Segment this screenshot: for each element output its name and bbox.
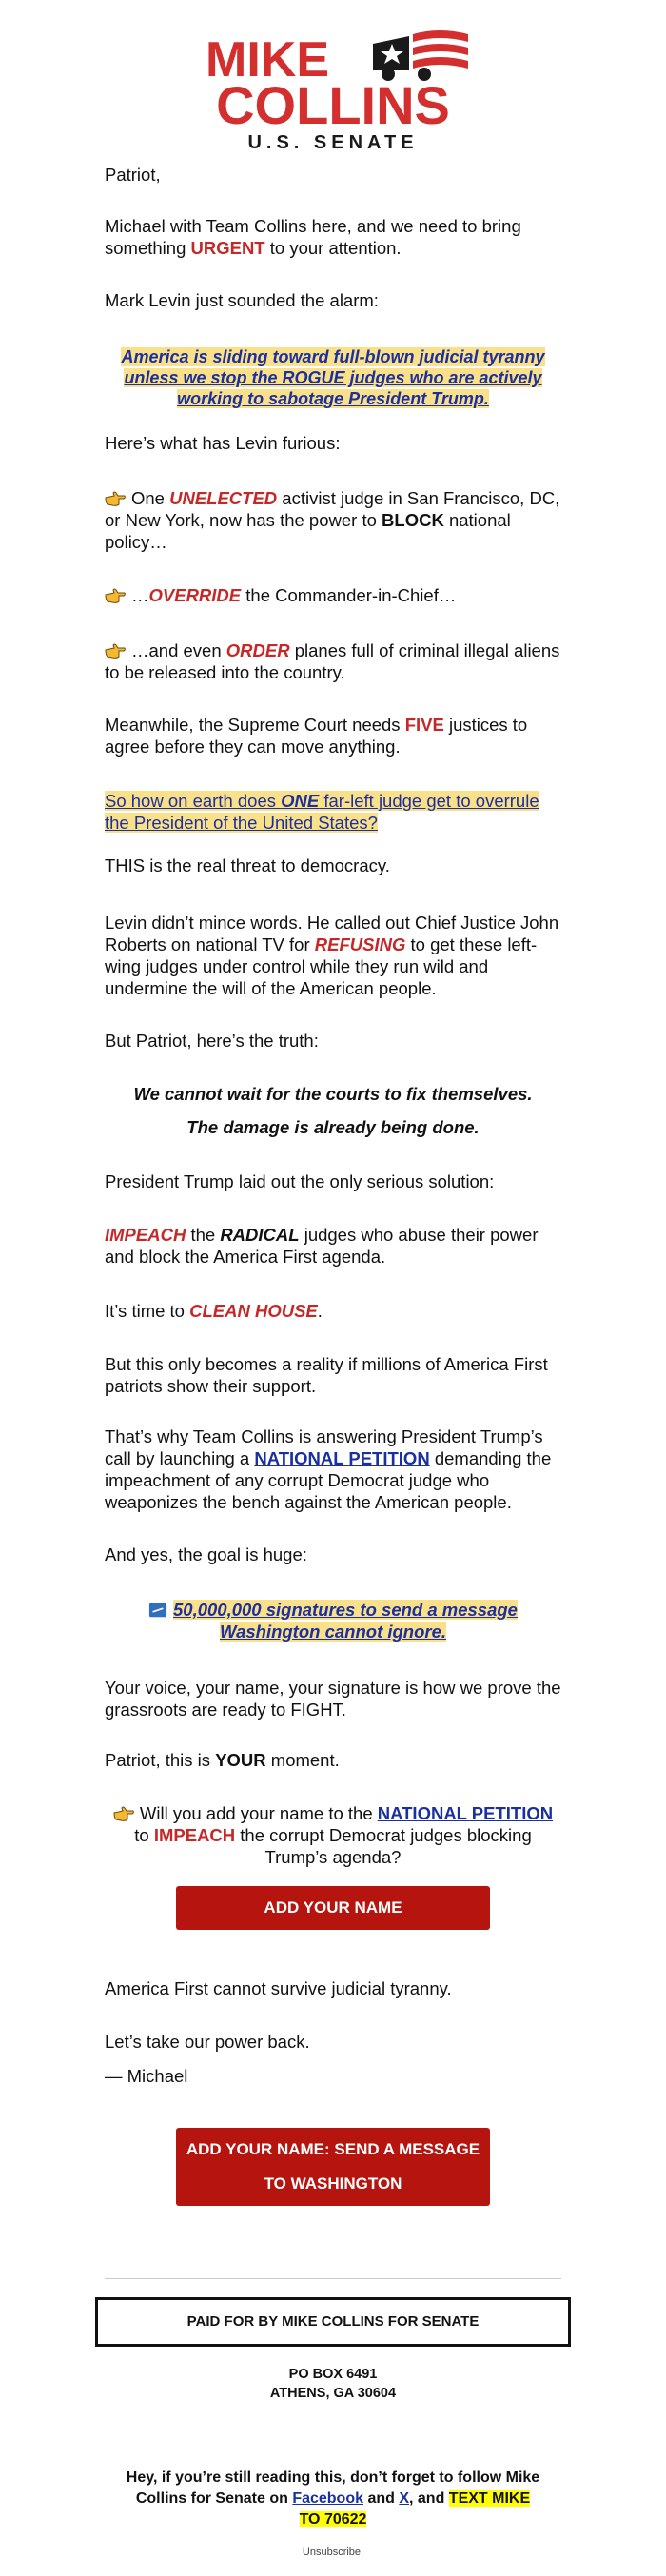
pointing-hand-icon (113, 1805, 134, 1822)
paragraph-clean-house: It’s time to CLEAN HOUSE. (105, 1301, 323, 1321)
national-petition-link[interactable]: NATIONAL PETITION (254, 1448, 430, 1468)
pointing-hand-icon (105, 490, 126, 507)
bold-line-2: The damage is already being done. (186, 1117, 480, 1137)
paragraph-intro: Michael with Team Collins here, and we need to bring something URGENT to your attention. (105, 216, 521, 258)
text-mike-callout: TEXT MIKE TO 70622 (299, 2490, 531, 2527)
ask-petition-link[interactable]: NATIONAL PETITION (377, 1803, 554, 1823)
paragraph-levin: Levin didn’t mince words. He called out Chief Justice John Roberts on national TV for REFUSING to get these left-wing judges under control while they run wild and undermine the will of the American people. (105, 913, 559, 998)
bold-line-1: We cannot wait for the courts to fix themselves. (133, 1084, 533, 1104)
paragraph-power-back: Let’s take our power back. (105, 2032, 310, 2052)
address-line-2: ATHENS, GA 30604 (269, 2386, 397, 2401)
question-link[interactable]: So how on earth does ONE far-left judge get to overrule the President of the United States? (105, 791, 539, 833)
add-your-name-button[interactable]: ADD YOUR NAME (176, 1886, 490, 1930)
greeting: Patriot, (105, 165, 161, 185)
pointing-hand-icon (105, 587, 126, 604)
paragraph-alarm: Mark Levin just sounded the alarm: (105, 290, 379, 310)
bullet-unelected: One UNELECTED activist judge in San Francisco, DC, or New York, now has the power to BLOCK national policy… (105, 488, 560, 552)
paragraph-goal: And yes, the goal is huge: (105, 1544, 307, 1564)
send-message-button[interactable]: ADD YOUR NAME: SEND A MESSAGE TO WASHINGTON (176, 2128, 490, 2206)
alarm-link[interactable]: America is sliding toward full-blown judicial tyranny unless we stop the ROGUE judges who are actively working to sabotage President Trump. (121, 347, 545, 408)
paragraph-furious: Here’s what has Levin furious: (105, 433, 341, 453)
pointing-hand-icon (105, 642, 126, 659)
divider (105, 2278, 561, 2279)
unsubscribe-link[interactable]: Unsubscribe. (302, 2547, 364, 2558)
flag-truck-icon (373, 30, 468, 81)
signature-box-icon (148, 1602, 167, 1619)
logo-graphic (0, 15, 666, 148)
paragraph-survive: America First cannot survive judicial tyranny. (105, 1978, 452, 1998)
ask-paragraph: Will you add your name to the NATIONAL PETITION to IMPEACH the corrupt Democrat judges blocking Trump’s agenda? (105, 1802, 561, 1868)
paid-for-box: PAID FOR BY MIKE COLLINS FOR SENATE (95, 2297, 571, 2347)
follow-paragraph: Hey, if you’re still reading this, don’t forget to follow Mike Collins for Senate on Facebook and X, and TEXT MIKE TO 70622 (126, 2469, 540, 2527)
paragraph-supreme-court: Meanwhile, the Supreme Court needs FIVE justices to agree before they can move anything. (105, 715, 528, 757)
paragraph-solution: President Trump laid out the only serious solution: (105, 1171, 495, 1191)
paragraph-voice: Your voice, your name, your signature is how we prove the grassroots are ready to FIGHT. (105, 1678, 561, 1720)
logo-name-line2: COLLINS (216, 75, 450, 135)
paragraph-petition: That’s why Team Collins is answering President Trump’s call by launching a NATIONAL PETITION demanding the impeachment of any corrupt Democrat judge who weaponizes the bench against the American people. (105, 1426, 552, 1512)
paragraph-threat: THIS is the real threat to democracy. (105, 855, 390, 875)
logo (0, 15, 666, 148)
paragraph-truth: But Patriot, here’s the truth: (105, 1031, 319, 1051)
paragraph-moment: Patriot, this is YOUR moment. (105, 1750, 340, 1770)
facebook-link[interactable]: Facebook (292, 2490, 363, 2507)
logo-name-line1: MIKE (206, 32, 329, 88)
goal-link-paragraph (133, 1599, 533, 1642)
bullet-override: …OVERRIDE the Commander-in-Chief… (105, 584, 561, 606)
alarm-quote (114, 346, 552, 409)
address-line-1: PO BOX 6491 (288, 2367, 378, 2382)
goal-link[interactable]: 50,000,000 signatures to send a message Washington cannot ignore. (173, 1600, 518, 1642)
bullet-order: …and even ORDER planes full of criminal illegal aliens to be released into the country. (105, 640, 560, 682)
question-link-paragraph (105, 790, 561, 834)
signature: — Michael (105, 2066, 188, 2086)
urgent-text: URGENT (190, 238, 265, 258)
paragraph-impeach: IMPEACH the RADICAL judges who abuse their power and block the America First agenda. (105, 1225, 539, 1267)
logo-subtitle: U.S. SENATE (247, 132, 419, 148)
x-link[interactable]: X (399, 2490, 410, 2507)
paragraph-reality: But this only becomes a reality if millions of America First patriots show their support. (105, 1354, 548, 1396)
